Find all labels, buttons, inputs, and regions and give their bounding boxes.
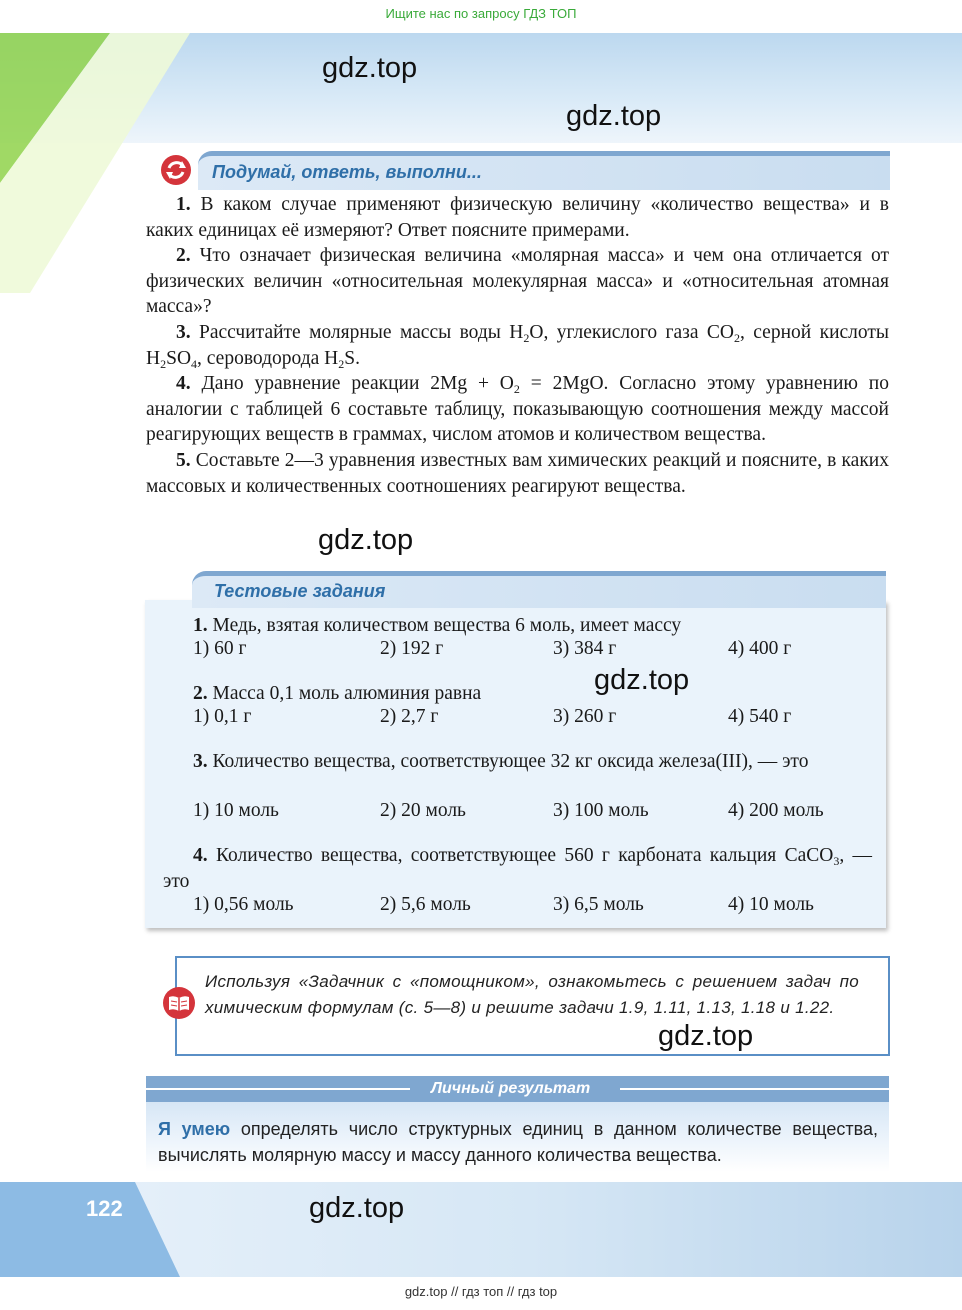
test-3-option: 2) 20 моль xyxy=(380,800,466,821)
test-1-option: 1) 60 г xyxy=(193,638,247,659)
test-3-option: 4) 200 моль xyxy=(728,800,824,821)
test-4-option: 2) 5,6 моль xyxy=(380,894,471,915)
test-4-option: 1) 0,56 моль xyxy=(193,894,294,915)
test-4-question: 4. Количество вещества, соответствующее 560 г карбоната кальция CaCO$_3$, — это xyxy=(163,845,873,892)
test-1-option: 4) 400 г xyxy=(728,638,792,659)
watermark: gdz.top xyxy=(594,664,690,696)
test-2-question: 2. Масса 0,1 моль алюминия равна xyxy=(193,683,482,704)
section-title: Подумай, ответь, выполни... xyxy=(212,162,482,182)
divider xyxy=(146,1088,410,1090)
questions-block xyxy=(146,192,889,499)
question-5: 5. Составьте 2—3 уравнения известных вам химических реакций и поясните, в каких массовых и количественных соотношениях реагируют вещества. xyxy=(146,449,889,497)
test-3-option: 1) 10 моль xyxy=(193,800,279,821)
test-4-option: 4) 10 моль xyxy=(728,894,814,915)
question-1: 1. В каком случае применяют физическую величину «количество вещества» и в каких единицах её измеряют? Ответ поясните примерами. xyxy=(146,194,890,241)
test-2-option: 3) 260 г xyxy=(553,706,617,727)
tests-title: Тестовые задания xyxy=(214,581,386,601)
test-2-option: 2) 2,7 г xyxy=(380,706,439,727)
test-1-option: 2) 192 г xyxy=(380,638,444,659)
test-1-question: 1. Медь, взятая количеством вещества 6 моль, имеет массу xyxy=(193,615,682,636)
test-2-option: 1) 0,1 г xyxy=(193,706,252,727)
watermark: gdz.top xyxy=(658,1020,754,1052)
watermark: gdz.top xyxy=(322,52,418,84)
watermark: gdz.top xyxy=(309,1192,405,1224)
result-title: Личный результат xyxy=(431,1080,591,1097)
question-3: 3. Рассчитайте молярные массы воды $H_2O$, углекислого газа $CO_2$, серной кислоты $H_2SO_4$, сероводорода $H_2S$. xyxy=(146,321,890,371)
cycle-icon xyxy=(160,154,192,186)
book-icon xyxy=(162,986,196,1020)
footer-text: gdz.top // гдз топ // гдз top xyxy=(404,1284,558,1299)
test-1-option: 3) 384 г xyxy=(553,638,617,659)
question-4: 4. Дано уравнение реакции $2Mg + O_2 = 2MgO$. Согласно этому уравнению по аналогии с таблицей 6 составьте таблицу, показывающую соотношения между массой реагирующих веществ в граммах, числом атомов и количеством вещества. xyxy=(146,373,889,446)
test-3-question: 3. Количество вещества, соответствующее 32 кг оксида железа(III), — это xyxy=(193,751,809,772)
watermark: gdz.top xyxy=(566,100,662,132)
question-2: 2. Что означает физическая величина «молярная масса» и чем она отличается от физических величин «относительная молекулярная масса» и «относительная атомная масса»? xyxy=(146,245,890,318)
watermark: gdz.top xyxy=(318,524,414,556)
test-3-option: 3) 100 моль xyxy=(553,800,649,821)
divider xyxy=(620,1088,889,1090)
test-2-option: 4) 540 г xyxy=(728,706,792,727)
page-number: 122 xyxy=(86,1196,123,1221)
result-lead: Я умею xyxy=(158,1119,231,1139)
result-text: Я умею определять число структурных единиц в данном количестве вещества, вычислять молярную массу и массу данного количества вещества. xyxy=(158,1119,878,1165)
top-note: Ищите нас по запросу ГДЗ ТОП xyxy=(385,6,577,21)
test-4-option: 3) 6,5 моль xyxy=(553,894,644,915)
taskbook-text: Используя «Задачник с «помощником», ознакомьтесь с решением задач по химическим формулам (с. 5—8) и решите задачи 1.9, 1.11, 1.13, 1.18 и 1.22. xyxy=(205,972,859,1017)
